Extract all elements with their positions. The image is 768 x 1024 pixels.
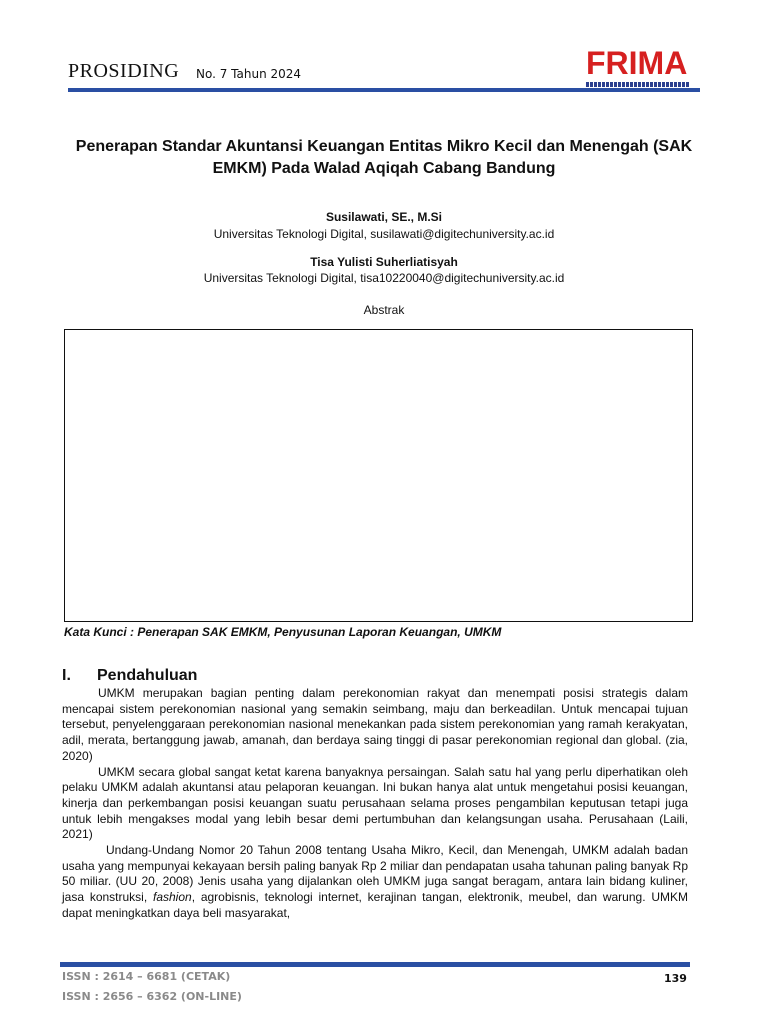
- logo-text: FRIMA: [586, 45, 688, 81]
- footer-rule: [60, 962, 690, 967]
- section-heading: [62, 667, 197, 685]
- journal-name: PROSIDING: [68, 60, 180, 82]
- issn-print: ISSN : 2614 – 6681 (CETAK): [62, 970, 231, 983]
- paragraph: Undang-Undang Nomor 20 Tahun 2008 tentang Usaha Mikro, Kecil, dan Menengah, UMKM adalah badan usaha yang mempunyai kekayaan bersih paling banyak Rp 2 miliar dan pendapatan usaha tahunan paling banyak Rp 50 miliar. (UU 20, 2008) Jenis usaha yang dijalankan oleh UMKM juga sangat beragam, antara lain bidang kuliner, jasa konstruksi, fashion, agrobisnis, teknologi internet, kerajinan tangan, elektronik, meubel, dan warung. UMKM dapat meningkatkan daya beli masyarakat,: [62, 843, 688, 920]
- page-number: 139: [664, 972, 687, 985]
- header-rule: [68, 88, 700, 92]
- issue-label: No. 7 Tahun 2024: [196, 67, 302, 81]
- author-affiliation-1: Universitas Teknologi Digital, susilawati@digitechuniversity.ac.id: [213, 227, 555, 241]
- author-name-2: Tisa Yulisti Suherliatisyah: [310, 255, 458, 269]
- issn-online: ISSN : 2656 – 6362 (ON-LINE): [62, 990, 242, 1003]
- section-number: I.: [62, 667, 71, 684]
- keywords: Kata Kunci : Penerapan SAK EMKM, Penyusunan Laporan Keuangan, UMKM: [64, 625, 502, 639]
- logo-tagline-strip: [586, 82, 690, 87]
- section-body: [62, 686, 688, 922]
- italic-term: fashion: [152, 890, 192, 905]
- paragraph: UMKM secara global sangat ketat karena banyaknya persaingan. Salah satu hal yang perlu diperhatikan oleh pelaku UMKM adalah akuntansi atau pelaporan keuangan. Ini bukan hanya alat untuk mengetahui posisi keuangan, kinerja dan perkembangan posisi keuangan suatu perusahaan selama proses pengambilan keputusan tetapi juga untuk lebih mengakses modal yang lebih besar demi pertumbuhan dan kelangsungan usaha. Perusahaan (Laili, 2021): [62, 764, 688, 842]
- frima-logo: [586, 46, 690, 92]
- author-affiliation-2: Universitas Teknologi Digital, tisa10220040@digitechuniversity.ac.id: [203, 271, 565, 285]
- paper-title: Penerapan Standar Akuntansi Keuangan Entitas Mikro Kecil dan Menengah (SAK EMKM) Pada Walad Aqiqah Cabang Bandung: [75, 138, 693, 177]
- paragraph: UMKM merupakan bagian penting dalam perekonomian rakyat dan menempati posisi strategis dalam mencapai sistem perekonomian nasional yang semakin seimbang, maju dan berkeadilan. Untuk mencapai tujuan tersebut, penyelenggaraan perekonomian nasional menekankan pada sistem perekonomian yang ramah kerakyatan, adil, merata, bertanggung jawab, amanah, dan berdaya saing tinggi di pasar perekonomian regional dan global. (zia, 2020): [62, 686, 688, 763]
- author-name-1: Susilawati, SE., M.Si: [325, 210, 443, 224]
- abstract-heading: Abstrak: [363, 303, 405, 317]
- abstract-box: [64, 329, 693, 622]
- section-title: Pendahuluan: [97, 667, 198, 684]
